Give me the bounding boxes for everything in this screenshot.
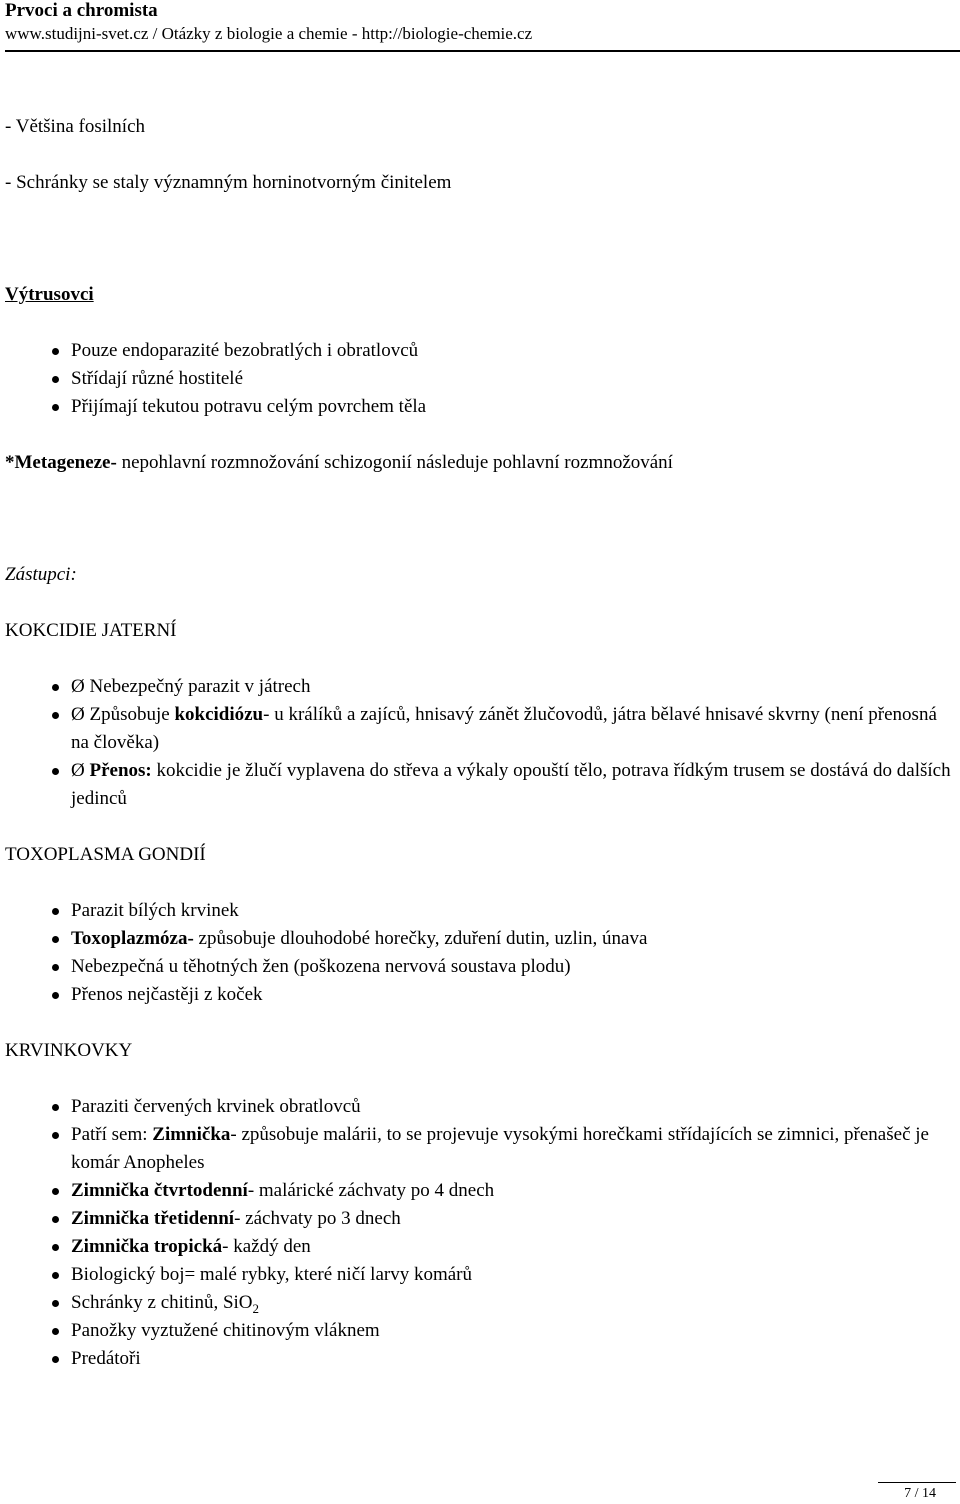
list-item (5, 1233, 957, 1261)
item-text: Ø Způsobuje (71, 704, 175, 725)
item-text: kokcidie je žlučí vyplavena do střeva a výkaly opouští tělo, potrava řídkým trusem se dostává do dalších jedinců (71, 760, 951, 809)
toxoplasma-list (5, 897, 957, 1009)
zastupci-label: Zástupci: (5, 564, 77, 585)
item-term: Zimnička čtvrtodenní (71, 1180, 248, 1201)
text-line: - Většina fosilních (5, 116, 146, 137)
section-heading-kokcidie: KOKCIDIE JATERNÍ (5, 620, 177, 641)
subscript: 2 (252, 1300, 260, 1316)
section-heading-krvinkovky: KRVINKOVKY (5, 1040, 133, 1061)
metageneze-definition: nepohlavní rozmnožování schizogonií následuje pohlavní rozmnožování (116, 452, 673, 473)
header-subtitle: www.studijni-svet.cz / Otázky z biologie a chemie - http://biologie-chemie.cz (5, 24, 533, 43)
item-text: - záchvaty po 3 dnech (234, 1208, 401, 1229)
metageneze-line (5, 449, 673, 477)
item-term: Přenos: (89, 760, 152, 781)
list-item: Ø Nebezpečný parazit v játrech (5, 673, 957, 701)
list-item: Střídají různé hostitelé (5, 365, 957, 393)
list-item (5, 925, 957, 953)
list-item (5, 1177, 957, 1205)
metageneze-term: *Metageneze- (5, 452, 117, 473)
list-item: Přenos nejčastěji z koček (5, 981, 957, 1009)
list-item (5, 1121, 957, 1177)
item-text: - u králíků a zajíců, hnisavý zánět žlučovodů, játra bělavé hnisavé skvrny (není přenosná na člověka) (71, 704, 937, 753)
list-item: Biologický boj= malé rybky, které ničí larvy komárů (5, 1261, 957, 1289)
list-item (5, 701, 957, 757)
list-item (5, 1205, 957, 1233)
item-text: Schránky z chitinů, SiO (71, 1292, 253, 1313)
list-item: Paraziti červených krvinek obratlovců (5, 1093, 957, 1121)
item-term: Zimnička tropická (71, 1236, 223, 1257)
list-item: Pouze endoparazité bezobratlých i obratlovců (5, 337, 957, 365)
list-item: Parazit bílých krvinek (5, 897, 957, 925)
item-text: Ø (71, 760, 90, 781)
vytrusovci-list (5, 337, 957, 421)
item-term: Zimnička třetidenní (71, 1208, 235, 1229)
footer-rule (878, 1482, 956, 1483)
header-title: Prvoci a chromista (5, 0, 158, 21)
item-term: Zimnička (152, 1124, 231, 1145)
list-item: Přijímají tekutou potravu celým povrchem těla (5, 393, 957, 421)
krvinkovky-list (5, 1093, 957, 1373)
kokcidie-list (5, 673, 957, 813)
section-heading-vytrusovci: Výtrusovci (5, 284, 94, 305)
item-text: Patří sem: (71, 1124, 153, 1145)
item-term: kokcidiózu (174, 704, 264, 725)
list-item (5, 1289, 957, 1317)
list-item: Panožky vyztužené chitinovým vláknem (5, 1317, 957, 1345)
section-heading-toxoplasma: TOXOPLASMA GONDIÍ (5, 844, 206, 865)
list-item: Predátoři (5, 1345, 957, 1373)
item-term: Toxoplazmóza- (71, 928, 194, 949)
item-text: - každý den (222, 1236, 311, 1257)
item-text: způsobuje dlouhodobé horečky, zduření dutin, uzlin, únava (193, 928, 648, 949)
list-item (5, 757, 957, 813)
page-header (5, 0, 957, 45)
item-text: - malárické záchvaty po 4 dnech (247, 1180, 495, 1201)
text-line: - Schránky se staly významným horninotvorným činitelem (5, 172, 452, 193)
header-rule (5, 50, 960, 52)
page-number: 7 / 14 (904, 1486, 936, 1501)
list-item: Nebezpečná u těhotných žen (poškozena nervová soustava plodu) (5, 953, 957, 981)
item-text: - způsobuje malárii, to se projevuje vysokými horečkami střídajících se zimnici, přenašeč je komár Anopheles (71, 1124, 929, 1173)
